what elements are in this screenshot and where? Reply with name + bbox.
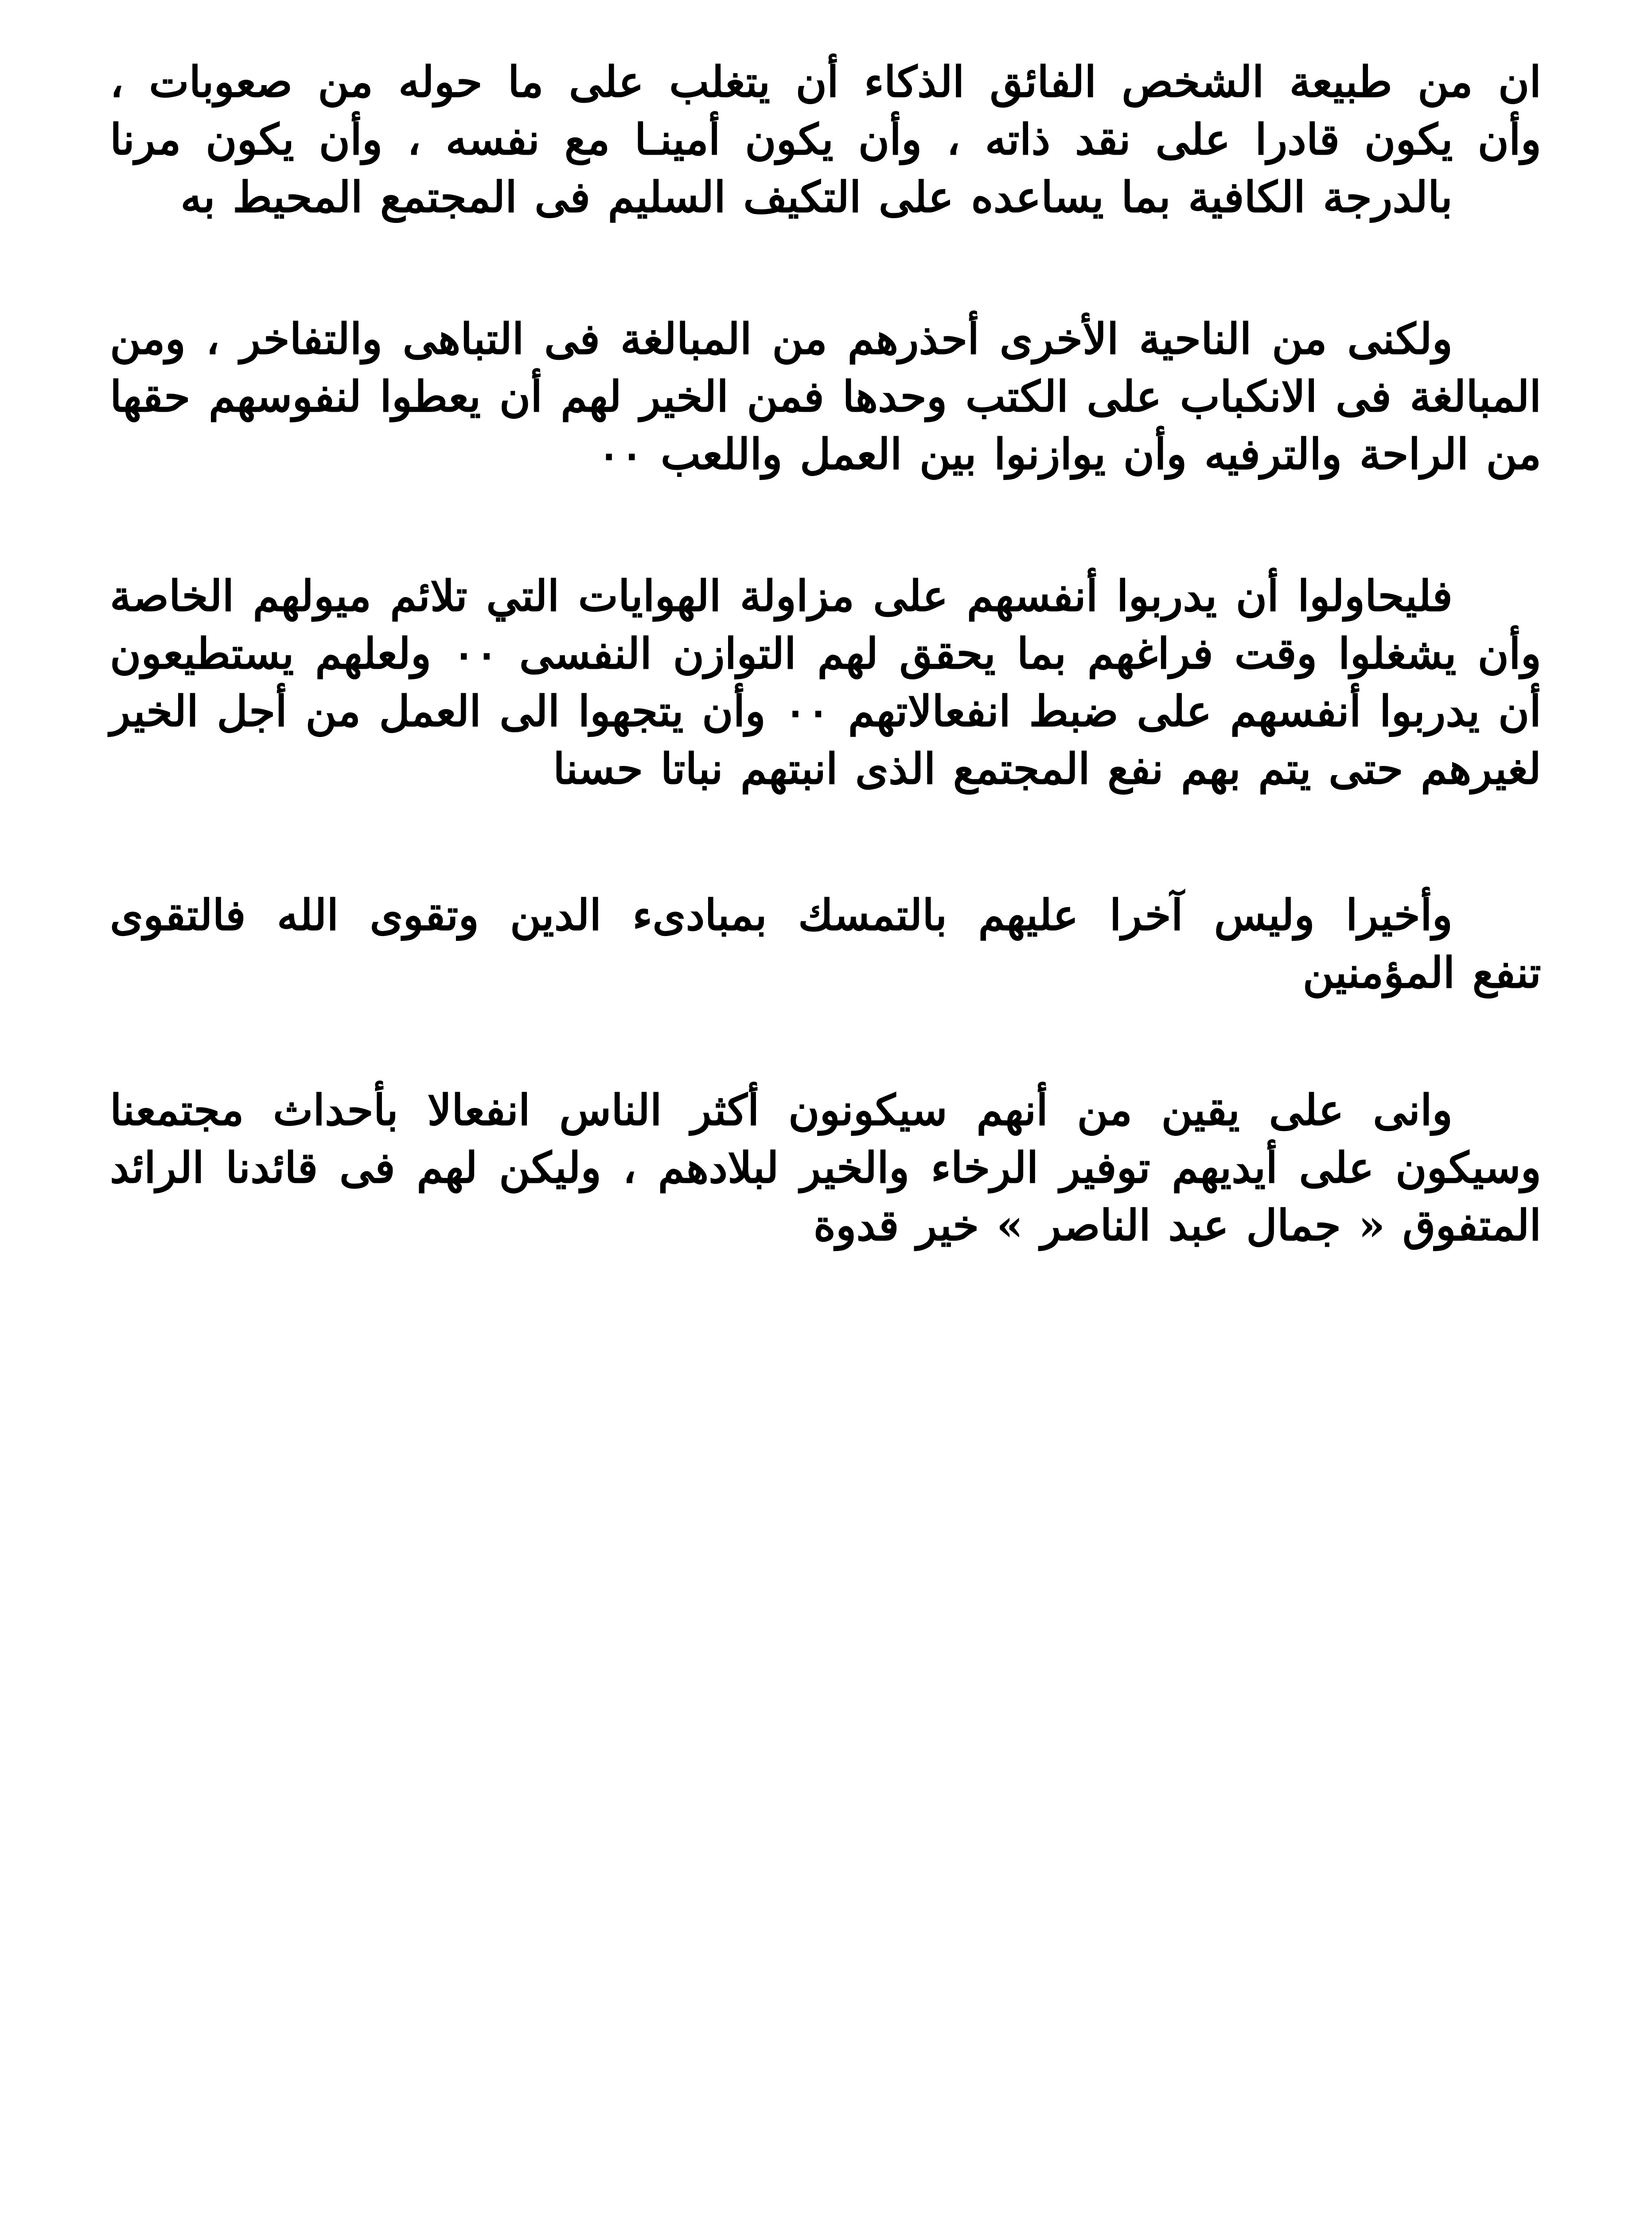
paragraph-2-line-3: من الراحة والترفيه وأن يوازنوا بين العمل واللعب ٠٠ (597, 429, 1541, 479)
paragraph-1-line-1: ان من طبيعة الشخص الفائق الذكاء أن يتغلب على ما حوله من صعوبات ، (110, 57, 1541, 107)
paragraph-2-line-2: المبالغة فى الانكباب على الكتب وحدها فمن الخير لهم أن يعطوا لنفوسهم حقها (110, 371, 1541, 421)
paragraph-3-line-4: لغيرهم حتى يتم بهم نفع المجتمع الذى انبتهم نباتا حسنا (553, 744, 1541, 794)
paragraph-3-line-1: فليحاولوا أن يدربوا أنفسهم على مزاولة الهوايات التي تلائم ميولهم الخاصة (110, 571, 1453, 621)
paragraph-4-line-1: وأخيرا وليس آخرا عليهم بالتمسك بمبادىء الدين وتقوى الله فالتقوى (110, 890, 1453, 940)
paragraph-3-line-3: أن يدربوا أنفسهم على ضبط انفعالاتهم ٠٠ وأن يتجهوا الى العمل من أجل الخير (110, 686, 1542, 736)
paragraph-5-line-2: وسيكون على أيديهم توفير الرخاء والخير لبلادهم ، وليكن لهم فى قائدنا الرائد (110, 1143, 1541, 1193)
paragraph-5-line-1: وانى على يقين من أنهم سيكونون أكثر الناس انفعالا بأحداث مجتمعنا (110, 1085, 1453, 1135)
paragraph-4-line-2: تنفع المؤمنين (1302, 948, 1541, 998)
paragraph-1-line-3: بالدرجة الكافية بما يساعده على التكيف السليم فى المجتمع المحيط به (180, 172, 1453, 222)
paragraph-5-line-3: المتفوق « جمال عبد الناصر » خير قدوة (813, 1200, 1541, 1250)
paragraph-2-line-1: ولكنى من الناحية الأخرى أحذرهم من المبالغة فى التباهى والتفاخر ، ومن (110, 314, 1453, 364)
paragraph-3-line-2: وأن يشغلوا وقت فراغهم بما يحقق لهم التوازن النفسى ٠٠ ولعلهم يستطيعون (110, 628, 1542, 679)
paragraph-1-line-2: وأن يكون قادرا على نقد ذاته ، وأن يكون أمينـا مع نفسه ، وأن يكون مرنا (110, 114, 1541, 164)
